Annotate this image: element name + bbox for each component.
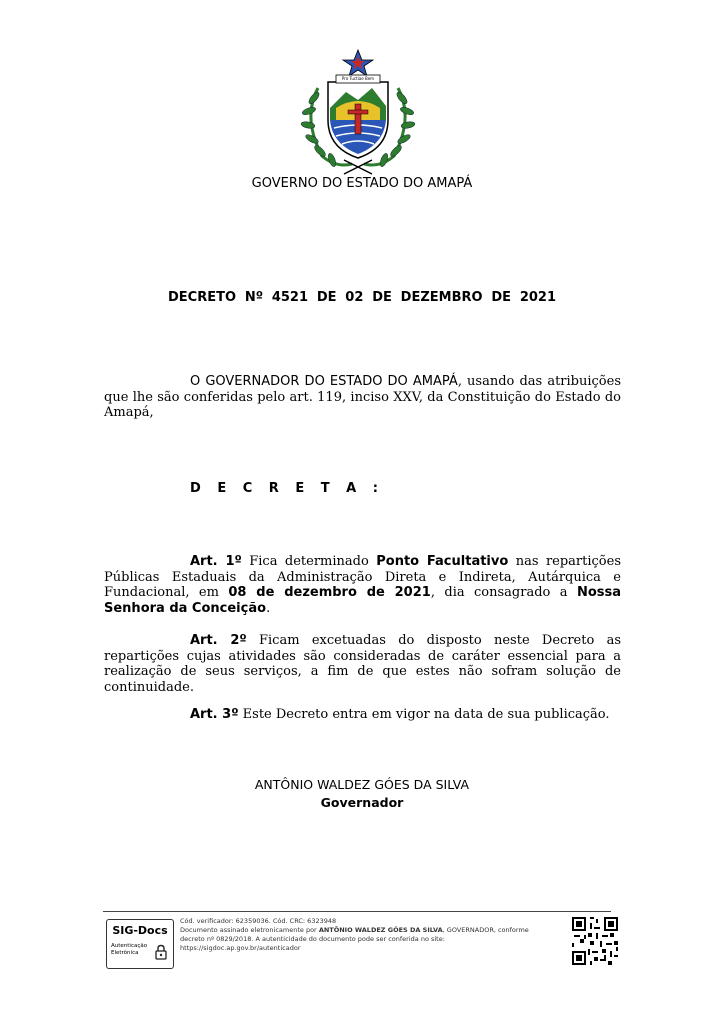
- state-coat-of-arms: [296, 48, 420, 176]
- article-1-highlight: Ponto Facultativo: [376, 554, 509, 569]
- article-1: [104, 554, 621, 616]
- decree-title-word: DECRETO: [168, 290, 237, 305]
- lock-icon: [155, 944, 167, 960]
- preamble-subject: O GOVERNADOR DO ESTADO DO AMAPÁ: [190, 374, 458, 389]
- decree-title-word: DE: [372, 290, 392, 305]
- article-1-text: Fica determinado: [241, 554, 377, 569]
- decree-title: [168, 290, 556, 305]
- footer-decree-line: decreto nº 0829/2018. A autenticidade do documento pode ser conferida no site:: [180, 935, 445, 943]
- footer-divider: [103, 911, 611, 912]
- article-1-text: .: [266, 600, 271, 616]
- sig-docs-badge: [106, 919, 174, 969]
- sig-docs-logo: SIG-Docs: [112, 924, 168, 937]
- footer-authentication-text: [180, 917, 540, 953]
- decree-title-word: DEZEMBRO: [400, 290, 483, 305]
- government-title: GOVERNO DO ESTADO DO AMAPÁ: [251, 176, 473, 191]
- article-1-saint: Nossa Senhora da Conceição: [104, 585, 621, 616]
- qr-code-icon[interactable]: [570, 915, 620, 967]
- article-1-label: Art. 1º: [190, 554, 242, 569]
- article-3-label: Art. 3º: [190, 707, 239, 722]
- decreta-heading: D E C R E T A :: [190, 481, 384, 496]
- article-2: [104, 633, 621, 695]
- article-1-date: 08 de dezembro de 2021: [228, 585, 431, 600]
- preamble-text: , usando das atribuições que lhe são conferidas pelo art. 119, inciso XXV, da Constituição do Estado do Amapá,: [104, 374, 621, 420]
- preamble-paragraph: [104, 374, 621, 421]
- footer-verifier-code: Cód. verificador: 62359036. Cód. CRC: 6323948: [180, 917, 337, 925]
- article-2-text: Ficam excetuadas do disposto neste Decreto as repartições cujas atividades são consideradas de caráter essencial para a realização de seus serviços, a fim de que estes não sofram solução de continuidade.: [104, 633, 622, 695]
- footer-signed-line: Documento assinado eletronicamente por ANTÔNIO WALDEZ GÓES DA SILVA, GOVERNADOR, conforme: [180, 926, 529, 934]
- seal-ribbon-text: Pro Tuctiae Bem: [341, 76, 375, 81]
- article-1-text: nas repartições Públicas Estaduais da Administração Direta e Indireta, Autárquica e Fundacional, em: [104, 554, 621, 600]
- sig-docs-subtitle: Autenticação Eletrônica: [111, 943, 148, 956]
- decree-title-word: Nº: [244, 290, 264, 305]
- article-2-label: Art. 2º: [190, 633, 247, 648]
- article-3: [104, 707, 621, 723]
- decree-title-word: 02: [345, 290, 364, 305]
- signer-role: Governador: [320, 795, 404, 810]
- decree-title-word: DE: [316, 290, 337, 305]
- footer-authenticator-link[interactable]: https://sigdoc.ap.gov.br/autenticador: [180, 944, 301, 952]
- decree-title-word: 4521: [271, 290, 309, 305]
- article-1-text: , dia consagrado a: [430, 585, 577, 600]
- decree-title-word: DE: [491, 290, 512, 305]
- decree-title-word: 2021: [519, 290, 556, 305]
- signer-name: ANTÔNIO WALDEZ GÓES DA SILVA: [254, 777, 470, 792]
- article-3-text: Este Decreto entra em vigor na data de sua publicação.: [238, 707, 610, 722]
